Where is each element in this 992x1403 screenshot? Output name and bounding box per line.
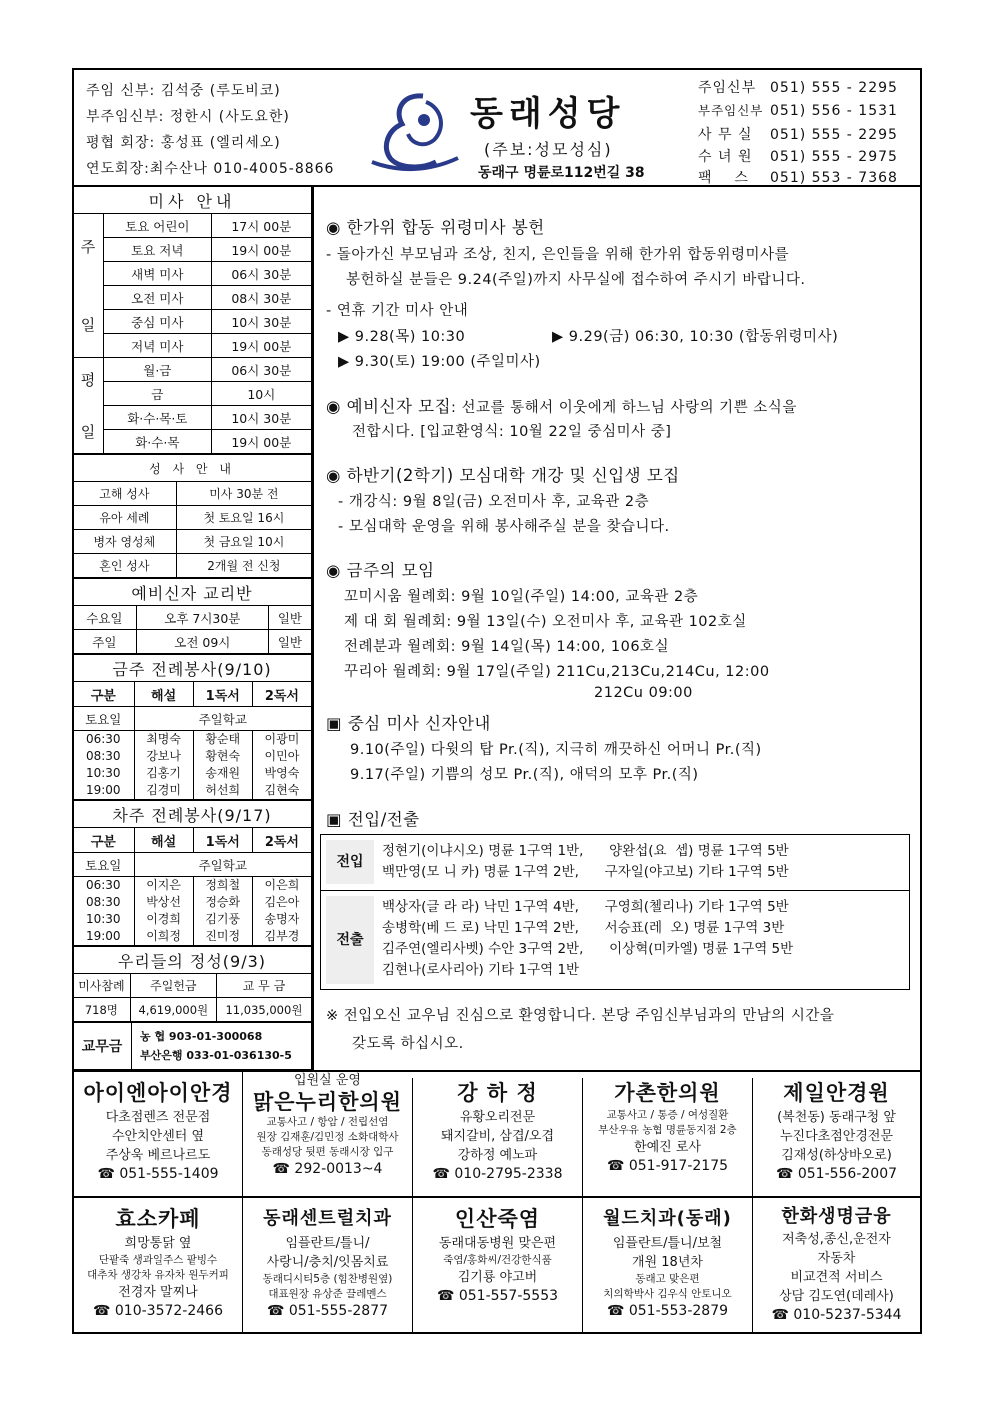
council-president-line: 평협 회장: 홍성표 (엘리세오) bbox=[86, 135, 281, 151]
roster-times: 06:30 08:30 10:30 19:00 bbox=[73, 877, 135, 946]
roster-head: 해설 bbox=[134, 828, 193, 853]
sacrament-name: 병자 영성체 bbox=[73, 530, 177, 554]
ad-oriental-clinic: 입원실 운영 맑은누리한의원 교통사고 / 항암 / 전립선염 원장 김재훈/김민정 소화대학사 동래성당 뒷편 동래시장 입구 ☎ 292-0013~4 bbox=[242, 1072, 412, 1196]
usher-line: 9.10(주일) 다윗의 탑 Pr.(직), 지극히 깨끗하신 어머니 Pr.(직) bbox=[350, 742, 762, 758]
class-day: 수요일 bbox=[73, 606, 137, 630]
phone-icon: ☎ 292-0013~4 bbox=[272, 1161, 383, 1177]
welcome-note: 갖도록 하십시오. bbox=[352, 1036, 464, 1052]
roster-sat-value: 주일학교 bbox=[134, 707, 311, 731]
ad-bamboo-salt: 인산죽염 동래대동병원 맞은편 죽염/홍화씨/건강한식품 김기룡 야고버 ☎ 051-557-5553 bbox=[412, 1198, 582, 1332]
patron-subtitle: (주보:성모성심) bbox=[484, 140, 613, 159]
catechumen-title: 예비신자 교리반 bbox=[73, 579, 312, 606]
transfer-out-label: 전출 bbox=[326, 896, 374, 984]
notice-usher-title: ▣ 중심 미사 신자안내 bbox=[326, 714, 491, 733]
notice-text: ▶ 9.29(금) 06:30, 10:30 (합동위령미사) bbox=[552, 329, 839, 345]
sacrament-name: 혼인 성사 bbox=[73, 554, 177, 578]
mass-time: 10시 30분 bbox=[211, 406, 311, 430]
sacrament-name: 고해 성사 bbox=[73, 482, 177, 506]
roster-reading2: 이은희 김은아 송명자 김부경 bbox=[252, 877, 311, 946]
offering-title: 우리들의 정성(9/3) bbox=[73, 947, 312, 974]
offering-head: 미사참례 bbox=[73, 974, 131, 998]
transfer-divider bbox=[320, 890, 910, 891]
meeting-line: 전례분과 월례회: 9월 14일(목) 14:00, 106호실 bbox=[344, 639, 670, 655]
notice-text: ▶ 9.28(목) 10:30 bbox=[338, 329, 466, 345]
phone-icon: ☎ 051-555-1409 bbox=[97, 1166, 219, 1182]
phone-icon: ☎ 051-553-2879 bbox=[606, 1303, 729, 1319]
phone-icon: ☎ 010-3572-2466 bbox=[93, 1303, 223, 1319]
sacrament-time: 미사 30분 전 bbox=[176, 482, 311, 506]
sacrament-time: 첫 토요일 16시 bbox=[176, 506, 311, 530]
roster-head: 구분 bbox=[73, 828, 135, 853]
mass-time: 10시 bbox=[211, 382, 311, 406]
notice-text: - 연휴 기간 미사 안내 bbox=[326, 303, 469, 319]
ad-gachon-clinic: 가촌한의원 교통사고 / 통증 / 여성질환 부산우유 농협 명륜동지점 2층 한예진 로사 ☎ 051-917-2175 bbox=[582, 1078, 752, 1196]
sunday-offering-value: 4,619,000원 bbox=[130, 998, 216, 1022]
roster-head: 해설 bbox=[134, 682, 193, 707]
mass-time: 19시 00분 bbox=[211, 238, 311, 262]
meeting-line: 꾸리아 월례회: 9월 17일(주일) 211Cu,213Cu,214Cu, 12:00 bbox=[344, 664, 770, 680]
roster-head: 1독서 bbox=[193, 828, 252, 853]
mass-time: 19시 00분 bbox=[211, 334, 311, 358]
mass-time: 17시 00분 bbox=[211, 214, 311, 238]
ad-hanwha-life: 한화생명금융 저축성,종신,운전자 자동차 비교견적 서비스 상담 김도연(데레사) ☎ 010-5237-5344 bbox=[752, 1198, 920, 1332]
roster-sat: 토요일 bbox=[73, 853, 135, 877]
ads-divider bbox=[72, 1070, 922, 1072]
notice-college-title: ◉ 하반기(2학기) 모심대학 개강 및 신입생 모집 bbox=[326, 466, 680, 485]
sacrament-name: 유아 세례 bbox=[73, 506, 177, 530]
tithe-label: 교무금 bbox=[73, 1023, 132, 1070]
welcome-note: ※ 전입오신 교우님 진심으로 환영합니다. 본당 주임신부님과의 만남의 시간을 bbox=[326, 1008, 835, 1024]
mass-name: 토요 어린이 bbox=[104, 214, 212, 238]
class-time: 오전 09시 bbox=[136, 630, 268, 654]
mass-time: 10시 30분 bbox=[211, 310, 311, 334]
offering-head: 교 무 금 bbox=[216, 974, 311, 998]
roster-times: 06:30 08:30 10:30 19:00 bbox=[73, 731, 135, 800]
church-tithe-value: 11,035,000원 bbox=[216, 998, 311, 1022]
phone-icon: ☎ 051-555-2877 bbox=[266, 1303, 389, 1319]
mass-name: 저녁 미사 bbox=[104, 334, 212, 358]
sunday-label: 주 일 bbox=[73, 214, 104, 358]
roster-head: 2독서 bbox=[252, 682, 311, 707]
roster-reading1: 정희철 정승화 김기풍 진미정 bbox=[193, 877, 252, 946]
roster-head: 1독서 bbox=[193, 682, 252, 707]
ad-restaurant: 강 하 정 유황오리전문 돼지갈비, 삼겹/오겹 강하정 예노파 ☎ 010-2795-2338 bbox=[412, 1078, 582, 1196]
class-type: 일반 bbox=[268, 630, 311, 654]
notice-text: 전합시다. [입교환영식: 10월 22일 중심미사 중] bbox=[352, 424, 672, 440]
class-type: 일반 bbox=[268, 606, 311, 630]
roster-commentary: 최명숙 강보나 김홍기 김경미 bbox=[134, 731, 193, 800]
phone-icon: ☎ 051-557-5553 bbox=[436, 1288, 559, 1304]
transfer-in-label: 전입 bbox=[326, 840, 374, 884]
sacraments-title: 성 사 안 내 bbox=[73, 455, 312, 482]
notice-catechumen: ◉ 예비신자 모집: 선교를 통해서 이웃에게 하느님 사랑의 기쁜 소식을 bbox=[326, 397, 797, 416]
notice-text: - 개강식: 9월 8일(금) 오전미사 후, 교육관 2층 bbox=[338, 494, 650, 510]
ad-jeil-optical: 제일안경원 (복천동) 동래구청 앞 누진다초점안경전문 김재성(하상바오로) ☎ 051-556-2007 bbox=[752, 1078, 920, 1196]
mass-name: 새벽 미사 bbox=[104, 262, 212, 286]
mass-name: 화·수·목·토 bbox=[104, 406, 212, 430]
mass-time: 19시 00분 bbox=[211, 430, 311, 454]
roster-sat: 토요일 bbox=[73, 707, 135, 731]
parish-title: 동래성당 bbox=[470, 94, 626, 134]
notice-chuseok-title: ◉ 한가위 합동 위령미사 봉헌 bbox=[326, 218, 545, 237]
assistant-pastor-line: 부주임신부: 정한시 (사도요한) bbox=[86, 109, 290, 125]
phone-row: 사 무 실 051) 555 - 2295 bbox=[698, 127, 898, 143]
fax-row: 팩 스 051) 553 - 7368 bbox=[698, 170, 898, 186]
ad-world-dental: 월드치과(동래) 임플란트/틀니/보철 개원 18년차 동래고 맞은편 치의학박사 김우식 안토니오 ☎ 051-553-2879 bbox=[582, 1198, 752, 1332]
roster-reading2: 이광미 이민아 박영숙 김현숙 bbox=[252, 731, 311, 800]
class-day: 주일 bbox=[73, 630, 137, 654]
mass-name: 오전 미사 bbox=[104, 286, 212, 310]
notice-text: - 돌아가신 부모님과 조상, 친지, 은인들을 위해 한가위 합동위령미사를 bbox=[326, 247, 790, 263]
weekday-label: 평 일 bbox=[73, 358, 104, 454]
roster-sat-value: 주일학교 bbox=[134, 853, 311, 877]
attendance-value: 718명 bbox=[73, 998, 131, 1022]
notice-text: ▶ 9.30(토) 19:00 (주일미사) bbox=[338, 354, 541, 370]
usher-line: 9.17(주일) 기쁨의 성모 Pr.(직), 애덕의 모후 Pr.(직) bbox=[350, 767, 699, 783]
mary-logo-icon bbox=[368, 88, 468, 174]
roster-head: 구분 bbox=[73, 682, 135, 707]
ad-optical: 아이엔아이안경 다초점렌즈 전문점 수안치안센터 옆 주상욱 베르나르도 ☎ 051-555-1409 bbox=[74, 1078, 242, 1184]
class-time: 오후 7시30분 bbox=[136, 606, 268, 630]
mass-name: 중심 미사 bbox=[104, 310, 212, 334]
notice-transfer-title: ▣ 전입/전출 bbox=[326, 810, 420, 829]
mass-time: 06시 30분 bbox=[211, 262, 311, 286]
column-divider bbox=[312, 185, 314, 1071]
offering-head: 주일헌금 bbox=[130, 974, 216, 998]
catechumen-table bbox=[72, 578, 312, 654]
roster-this-week bbox=[72, 654, 312, 800]
district-head-line: 연도회장:최수산나 010-4005-8866 bbox=[86, 161, 335, 177]
sacrament-time: 첫 금요일 10시 bbox=[176, 530, 311, 554]
roster-title: 금주 전례봉사(9/10) bbox=[73, 655, 312, 682]
phone-icon: ☎ 051-917-2175 bbox=[606, 1158, 729, 1174]
roster-reading1: 황순태 황현숙 송재원 허선희 bbox=[193, 731, 252, 800]
roster-next-week bbox=[72, 800, 312, 946]
phone-row: 수 녀 원 051) 555 - 2975 bbox=[698, 149, 898, 165]
mass-time: 06시 30분 bbox=[211, 358, 311, 382]
notice-text: - 모심대학 운영을 위해 봉사해주실 분을 찾습니다. bbox=[338, 519, 670, 535]
mass-name: 금 bbox=[104, 382, 212, 406]
pastor-line: 주임 신부: 김석중 (루도비코) bbox=[86, 83, 281, 99]
ad-cafe: 효소카페 희망통닭 옆 단팥죽 생과일주스 팥빙수 대추차 생강차 유자차 원두커피 전경자 말찌나 ☎ 010-3572-2466 bbox=[74, 1204, 242, 1321]
phone-row: 부주임신부 051) 556 - 1531 bbox=[698, 103, 898, 119]
phone-row: 주임신부 051) 555 - 2295 bbox=[698, 80, 898, 96]
left-sidebar bbox=[72, 186, 312, 1070]
parish-address: 동래구 명륜로112번길 38 bbox=[478, 165, 645, 181]
transfer-out-list: 백상자(글 라 라) 낙민 1구역 4반, 구영희(첼리나) 기타 1구역 5반 송병학(베 드 로) 낙민 1구역 2반, 서승표(레 오) 명륜 1구역 3반 김주연(엘리사벳) 수안 3구역 2반, 이상혁(미카엘) 명륜 1구역 5반 김현나(로사리아) 기타 1구역 1반 bbox=[382, 899, 794, 978]
mass-schedule-table bbox=[72, 186, 312, 454]
meeting-line: 제 대 회 월례회: 9월 13일(수) 오전미사 후, 교육관 102호실 bbox=[344, 614, 747, 630]
roster-commentary: 이지은 박상선 이경희 이희정 bbox=[134, 877, 193, 946]
mass-title: 미사 안내 bbox=[73, 187, 312, 214]
meeting-line: 212Cu 09:00 bbox=[594, 685, 693, 701]
transfer-in-list: 정현기(이냐시오) 명륜 1구역 1반, 양완섭(요 셉) 명륜 1구역 5반 백만영(모 니 카) 명륜 1구역 2반, 구자일(야고보) 기타 1구역 5반 bbox=[382, 843, 789, 880]
notice-meetings-title: ◉ 금주의 모임 bbox=[326, 561, 435, 580]
sacrament-time: 2개월 전 신청 bbox=[176, 554, 311, 578]
phone-icon: ☎ 010-5237-5344 bbox=[771, 1307, 902, 1323]
notice-text: 봉헌하실 분들은 9.24(주일)까지 사무실에 접수하여 주시기 바랍니다. bbox=[346, 272, 806, 288]
offering-table bbox=[72, 946, 312, 1022]
mass-name: 월·금 bbox=[104, 358, 212, 382]
roster-title: 차주 전례봉사(9/17) bbox=[73, 801, 312, 828]
bank-accounts: 농 협 903-01-300068 부산은행 033-01-036130-5 bbox=[132, 1023, 312, 1070]
phone-icon: ☎ 051-556-2007 bbox=[775, 1166, 898, 1182]
mass-name: 토요 저녁 bbox=[104, 238, 212, 262]
meeting-line: 꼬미시움 월례회: 9월 10일(주일) 14:00, 교육관 2층 bbox=[344, 589, 699, 605]
tithe-account-table bbox=[72, 1022, 312, 1070]
roster-head: 2독서 bbox=[252, 828, 311, 853]
phone-icon: ☎ 010-2795-2338 bbox=[432, 1166, 563, 1182]
ad-dental-central: 동래센트럴치과 임플란트/틀니/ 사랑니/충치/잇몸치료 동래디시티5층 (힘찬병원옆) 대표원장 유상준 끌레멘스 ☎ 051-555-2877 bbox=[242, 1198, 412, 1332]
mass-time: 08시 30분 bbox=[211, 286, 311, 310]
mass-name: 화·수·목 bbox=[104, 430, 212, 454]
sacraments-table bbox=[72, 454, 312, 578]
